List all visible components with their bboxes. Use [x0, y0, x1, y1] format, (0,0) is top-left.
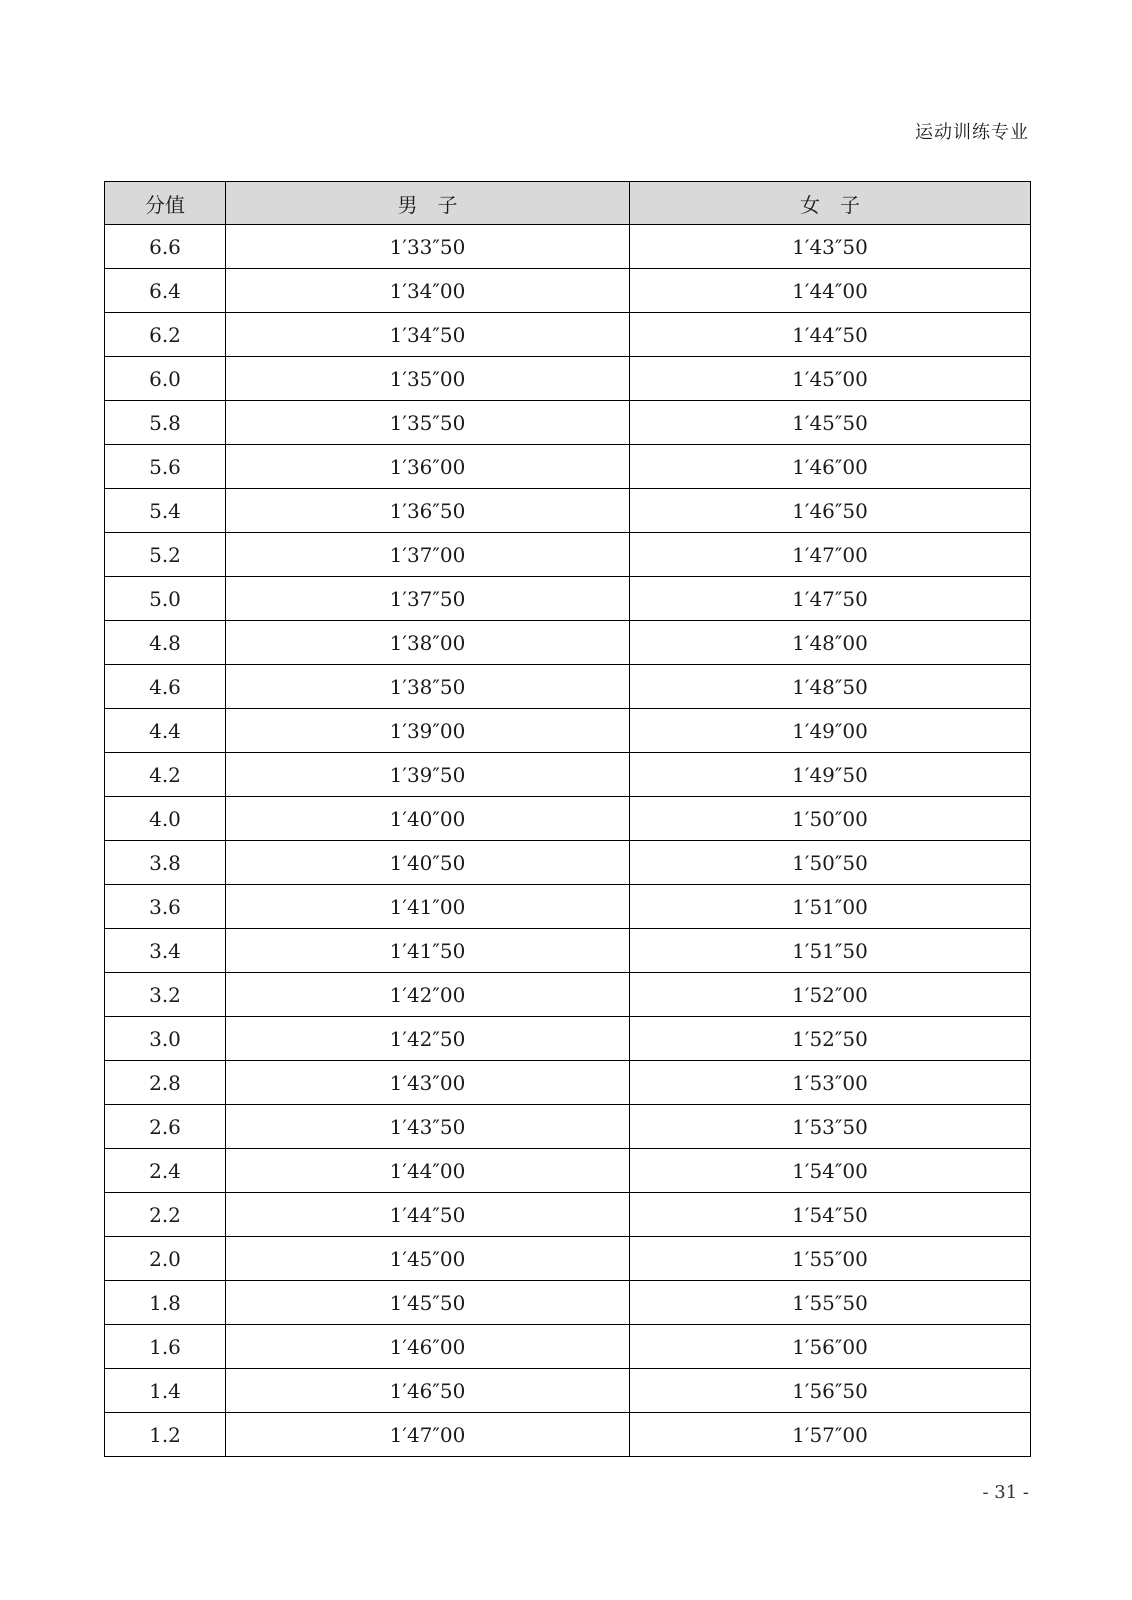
- table-row: [105, 1105, 1031, 1149]
- male-time-cell: 1′45″00: [226, 1237, 630, 1281]
- table-row: [105, 841, 1031, 885]
- female-time-cell: 1′52″00: [630, 973, 1031, 1017]
- score-cell: 2.8: [105, 1061, 226, 1105]
- male-time-cell: 1′43″50: [226, 1105, 630, 1149]
- table-row: [105, 1325, 1031, 1369]
- female-time-cell: 1′56″00: [630, 1325, 1031, 1369]
- table-row: [105, 1193, 1031, 1237]
- female-time-cell: 1′55″00: [630, 1237, 1031, 1281]
- table-row: [105, 797, 1031, 841]
- score-cell: 4.2: [105, 753, 226, 797]
- score-cell: 1.8: [105, 1281, 226, 1325]
- female-time-cell: 1′55″50: [630, 1281, 1031, 1325]
- female-time-cell: 1′47″00: [630, 533, 1031, 577]
- male-time-cell: 1′36″00: [226, 445, 630, 489]
- female-time-cell: 1′54″50: [630, 1193, 1031, 1237]
- female-time-cell: 1′50″50: [630, 841, 1031, 885]
- female-time-cell: 1′52″50: [630, 1017, 1031, 1061]
- male-time-cell: 1′38″00: [226, 621, 630, 665]
- male-time-cell: 1′46″00: [226, 1325, 630, 1369]
- male-time-cell: 1′47″00: [226, 1413, 630, 1457]
- female-time-cell: 1′51″00: [630, 885, 1031, 929]
- male-time-cell: 1′41″50: [226, 929, 630, 973]
- score-cell: 1.6: [105, 1325, 226, 1369]
- female-time-cell: 1′53″00: [630, 1061, 1031, 1105]
- male-time-cell: 1′39″00: [226, 709, 630, 753]
- table-row: [105, 1369, 1031, 1413]
- score-cell: 4.6: [105, 665, 226, 709]
- male-time-cell: 1′34″00: [226, 269, 630, 313]
- score-cell: 6.2: [105, 313, 226, 357]
- female-time-cell: 1′46″50: [630, 489, 1031, 533]
- female-time-cell: 1′47″50: [630, 577, 1031, 621]
- table-row: [105, 313, 1031, 357]
- page-number: - 31 -: [982, 1482, 1029, 1503]
- male-time-cell: 1′38″50: [226, 665, 630, 709]
- score-cell: 3.8: [105, 841, 226, 885]
- score-cell: 5.8: [105, 401, 226, 445]
- score-cell: 5.2: [105, 533, 226, 577]
- table-row: [105, 577, 1031, 621]
- table-row: [105, 269, 1031, 313]
- female-time-cell: 1′45″00: [630, 357, 1031, 401]
- score-cell: 6.4: [105, 269, 226, 313]
- female-time-cell: 1′53″50: [630, 1105, 1031, 1149]
- table-row: [105, 1237, 1031, 1281]
- score-cell: 3.4: [105, 929, 226, 973]
- score-cell: 5.6: [105, 445, 226, 489]
- table-row: [105, 753, 1031, 797]
- table-row: [105, 1149, 1031, 1193]
- score-cell: 4.4: [105, 709, 226, 753]
- female-time-cell: 1′56″50: [630, 1369, 1031, 1413]
- score-cell: 5.0: [105, 577, 226, 621]
- male-time-cell: 1′36″50: [226, 489, 630, 533]
- score-table: [104, 181, 1031, 1457]
- male-time-cell: 1′43″00: [226, 1061, 630, 1105]
- male-time-cell: 1′37″00: [226, 533, 630, 577]
- female-time-cell: 1′48″50: [630, 665, 1031, 709]
- female-time-cell: 1′44″00: [630, 269, 1031, 313]
- table-row: [105, 1413, 1031, 1457]
- male-time-cell: 1′42″00: [226, 973, 630, 1017]
- table-row: [105, 357, 1031, 401]
- score-cell: 5.4: [105, 489, 226, 533]
- table-row: [105, 445, 1031, 489]
- score-cell: 1.4: [105, 1369, 226, 1413]
- score-cell: 3.2: [105, 973, 226, 1017]
- male-time-cell: 1′44″50: [226, 1193, 630, 1237]
- table-row: [105, 1061, 1031, 1105]
- male-time-cell: 1′46″50: [226, 1369, 630, 1413]
- male-time-cell: 1′42″50: [226, 1017, 630, 1061]
- female-time-cell: 1′51″50: [630, 929, 1031, 973]
- male-time-cell: 1′35″00: [226, 357, 630, 401]
- score-cell: 4.8: [105, 621, 226, 665]
- header-female: 女 子: [630, 182, 1031, 225]
- male-time-cell: 1′37″50: [226, 577, 630, 621]
- female-time-cell: 1′49″50: [630, 753, 1031, 797]
- score-cell: 2.4: [105, 1149, 226, 1193]
- female-time-cell: 1′44″50: [630, 313, 1031, 357]
- table-row: [105, 401, 1031, 445]
- score-cell: 2.2: [105, 1193, 226, 1237]
- female-time-cell: 1′48″00: [630, 621, 1031, 665]
- female-time-cell: 1′43″50: [630, 225, 1031, 269]
- table-row: [105, 225, 1031, 269]
- table-row: [105, 1017, 1031, 1061]
- female-time-cell: 1′49″00: [630, 709, 1031, 753]
- score-cell: 6.0: [105, 357, 226, 401]
- table-row: [105, 929, 1031, 973]
- table-row: [105, 973, 1031, 1017]
- table-row: [105, 1281, 1031, 1325]
- male-time-cell: 1′44″00: [226, 1149, 630, 1193]
- table-row: [105, 489, 1031, 533]
- table-row: [105, 533, 1031, 577]
- male-time-cell: 1′41″00: [226, 885, 630, 929]
- table-row: [105, 665, 1031, 709]
- female-time-cell: 1′54″00: [630, 1149, 1031, 1193]
- female-time-cell: 1′45″50: [630, 401, 1031, 445]
- score-cell: 6.6: [105, 225, 226, 269]
- header-score: 分值: [105, 182, 226, 225]
- score-cell: 2.0: [105, 1237, 226, 1281]
- table-row: [105, 709, 1031, 753]
- male-time-cell: 1′34″50: [226, 313, 630, 357]
- male-time-cell: 1′45″50: [226, 1281, 630, 1325]
- female-time-cell: 1′57″00: [630, 1413, 1031, 1457]
- score-cell: 1.2: [105, 1413, 226, 1457]
- male-time-cell: 1′39″50: [226, 753, 630, 797]
- table-row: [105, 885, 1031, 929]
- male-time-cell: 1′33″50: [226, 225, 630, 269]
- score-cell: 4.0: [105, 797, 226, 841]
- female-time-cell: 1′50″00: [630, 797, 1031, 841]
- table-row: [105, 621, 1031, 665]
- male-time-cell: 1′40″00: [226, 797, 630, 841]
- section-title: 运动训练专业: [915, 122, 1029, 143]
- score-cell: 3.6: [105, 885, 226, 929]
- male-time-cell: 1′35″50: [226, 401, 630, 445]
- score-cell: 3.0: [105, 1017, 226, 1061]
- female-time-cell: 1′46″00: [630, 445, 1031, 489]
- header-male: 男 子: [226, 182, 630, 225]
- table-header-row: [105, 182, 1031, 225]
- male-time-cell: 1′40″50: [226, 841, 630, 885]
- score-cell: 2.6: [105, 1105, 226, 1149]
